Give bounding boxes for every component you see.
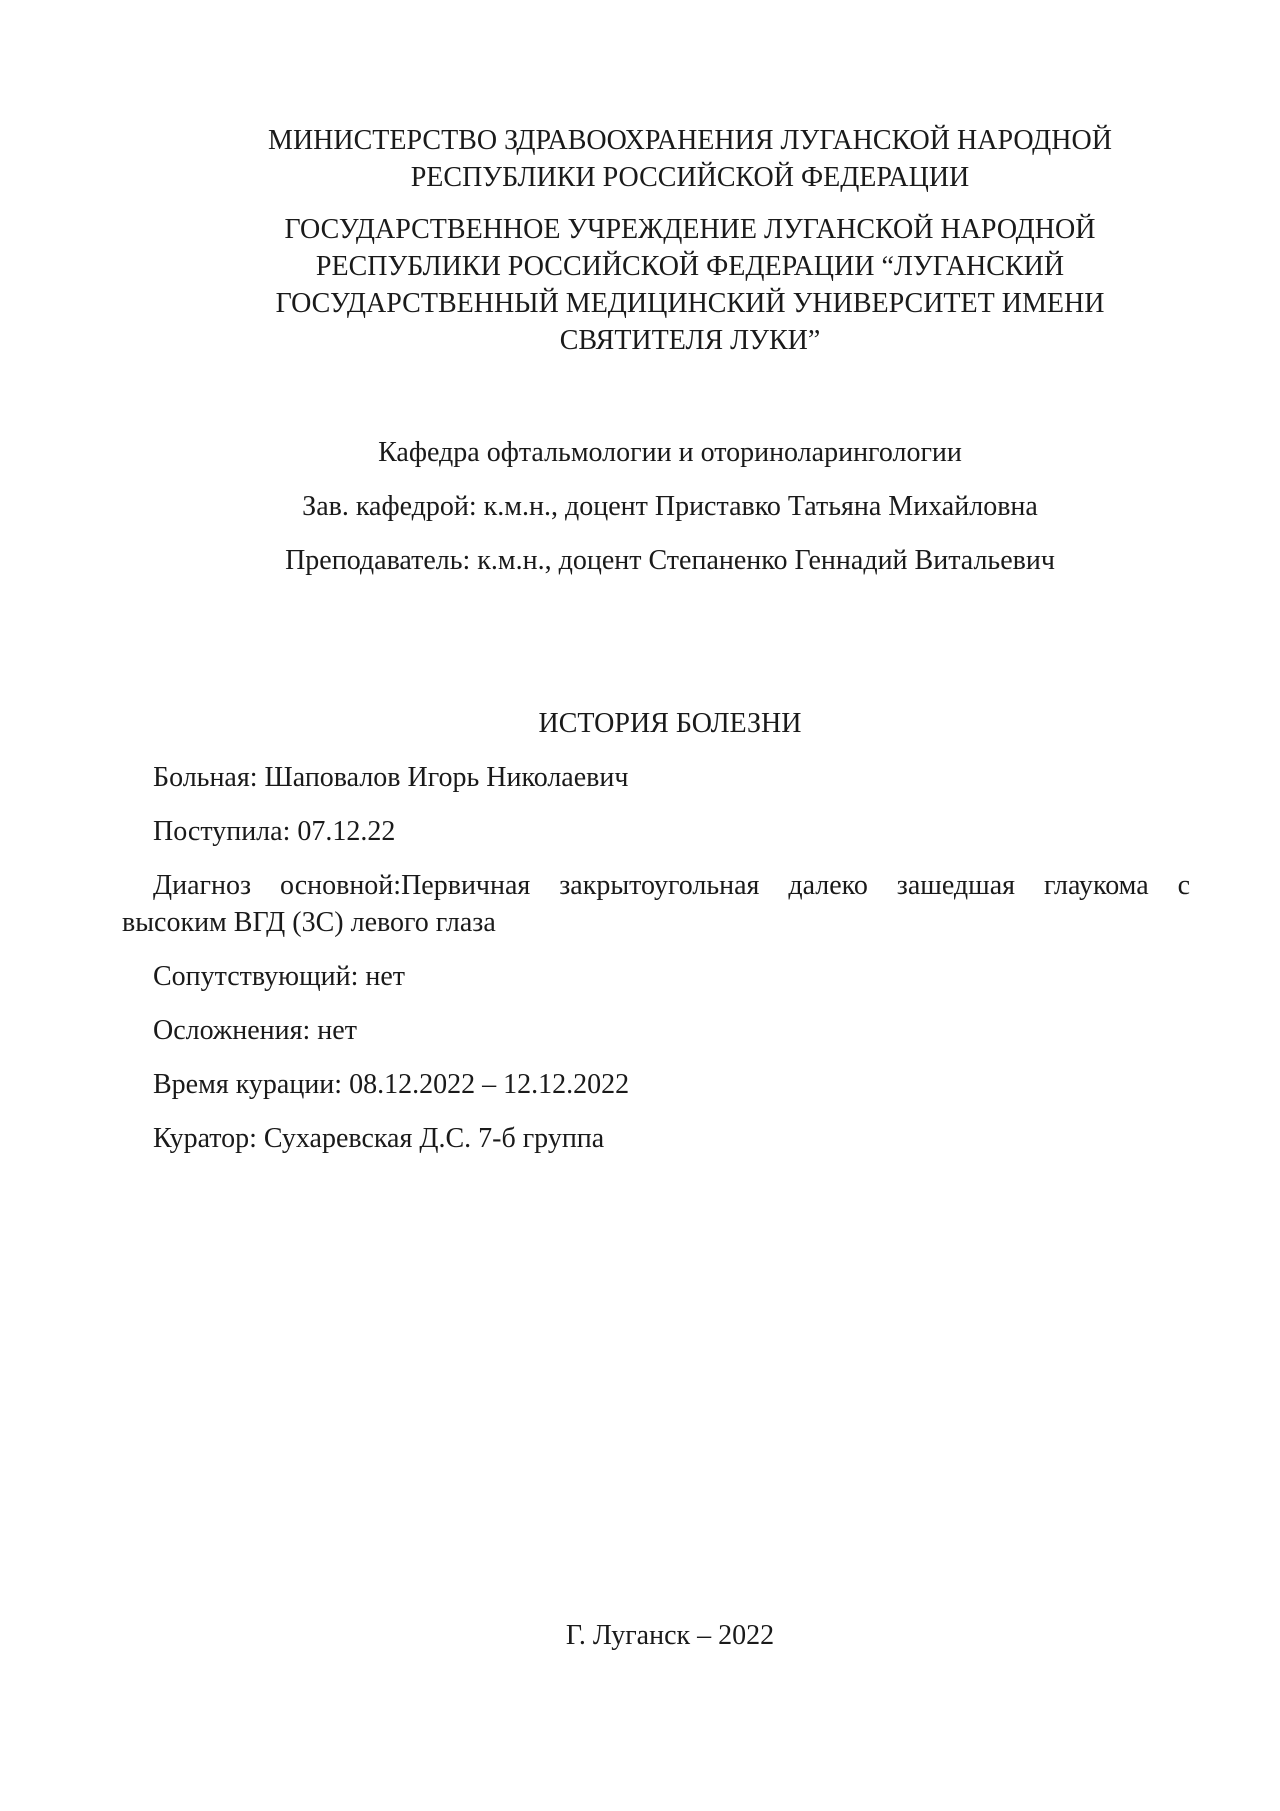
patient-name: Больная: Шаповалов Игорь Николаевич bbox=[153, 762, 629, 793]
department-name: Кафедра офтальмологии и оториноларингологии bbox=[378, 437, 962, 468]
department-head: Зав. кафедрой: к.м.н., доцент Приставко Татьяна Михайловна bbox=[302, 491, 1038, 522]
institution-heading-line-1: ГОСУДАРСТВЕННОЕ УЧРЕЖДЕНИЕ ЛУГАНСКОЙ НАРОДНОЙ bbox=[284, 214, 1096, 245]
curator: Куратор: Сухаревская Д.С. 7-б группа bbox=[153, 1123, 605, 1154]
department-teacher: Преподаватель: к.м.н., доцент Степаненко Геннадий Витальевич bbox=[285, 545, 1055, 576]
institution-heading-line-3: ГОСУДАРСТВЕННЫЙ МЕДИЦИНСКИЙ УНИВЕРСИТЕТ ИМЕНИ bbox=[275, 288, 1105, 319]
institution-heading-line-4: СВЯТИТЕЛЯ ЛУКИ” bbox=[559, 325, 821, 356]
institution-heading-line-2: РЕСПУБЛИКИ РОССИЙСКОЙ ФЕДЕРАЦИИ “ЛУГАНСКИЙ bbox=[315, 251, 1065, 282]
city-year-footer: Г. Луганск – 2022 bbox=[565, 1620, 775, 1651]
main-diagnosis bbox=[122, 867, 1190, 941]
curation-period: Время курации: 08.12.2022 – 12.12.2022 bbox=[153, 1069, 630, 1100]
case-history-title: ИСТОРИЯ БОЛЕЗНИ bbox=[538, 708, 802, 739]
main-diagnosis-line-1: Диагноз основной:Первичная закрытоугольная далеко зашедшая глаукома с bbox=[153, 870, 1190, 901]
ministry-heading bbox=[200, 122, 1180, 196]
institution-heading bbox=[200, 211, 1180, 359]
admission-date: Поступила: 07.12.22 bbox=[153, 816, 396, 847]
ministry-heading-line-2: РЕСПУБЛИКИ РОССИЙСКОЙ ФЕДЕРАЦИИ bbox=[410, 162, 970, 193]
concomitant-diagnosis: Сопутствующий: нет bbox=[153, 961, 406, 992]
ministry-heading-line-1: МИНИСТЕРСТВО ЗДРАВООХРАНЕНИЯ ЛУГАНСКОЙ НАРОДНОЙ bbox=[268, 125, 1112, 156]
complications: Осложнения: нет bbox=[153, 1015, 357, 1046]
main-diagnosis-line-2: высоким ВГД (3С) левого глаза bbox=[122, 907, 496, 938]
